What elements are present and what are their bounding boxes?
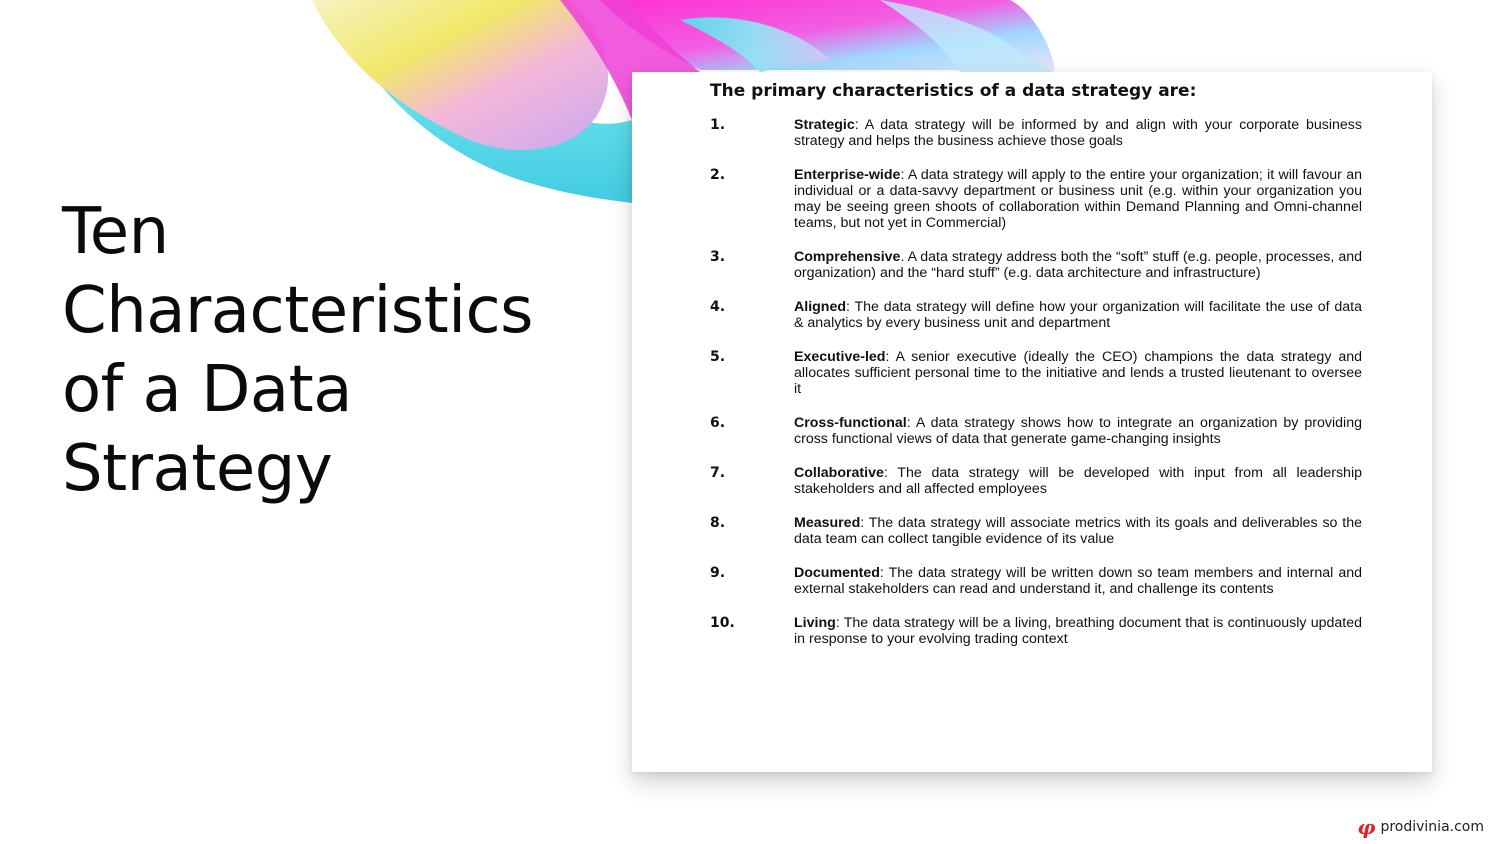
prodivinia-logo-icon: φ bbox=[1357, 815, 1376, 839]
item-text bbox=[794, 117, 1362, 149]
list-item bbox=[710, 117, 1362, 149]
item-text bbox=[794, 515, 1362, 547]
item-body: The data strategy will be a living, breathing document that is continuously updated in response to your evolving trading context bbox=[794, 615, 1362, 647]
item-text bbox=[794, 415, 1362, 447]
characteristics-list bbox=[710, 117, 1362, 665]
item-term: Executive-led bbox=[794, 349, 886, 365]
list-item bbox=[710, 415, 1362, 447]
item-separator: : bbox=[854, 117, 865, 133]
list-item bbox=[710, 515, 1362, 547]
item-body: The data strategy will be written down so team members and internal and external stakeholders can read and understand it, and challenge its contents bbox=[794, 565, 1362, 597]
item-number: 9. bbox=[710, 565, 726, 581]
item-term: Enterprise-wide bbox=[794, 167, 901, 183]
item-separator: : bbox=[900, 167, 908, 183]
item-text bbox=[794, 299, 1362, 331]
item-separator: : bbox=[885, 349, 896, 365]
item-separator: : bbox=[846, 299, 855, 315]
item-number: 6. bbox=[710, 415, 726, 431]
slide-title: Ten Characteristics of a Data Strategy bbox=[62, 195, 533, 506]
footer-brand bbox=[1357, 815, 1484, 839]
item-body: The data strategy will define how your organization will facilitate the use of data & analytics by every business unit and department bbox=[794, 299, 1362, 331]
item-body: The data strategy will associate metrics with its goals and deliverables so the data team can collect tangible evidence of its value bbox=[794, 515, 1362, 547]
item-separator: : bbox=[906, 415, 916, 431]
list-item bbox=[710, 615, 1362, 647]
list-item bbox=[710, 565, 1362, 597]
footer-site[interactable]: prodivinia.com bbox=[1380, 819, 1484, 835]
item-text bbox=[794, 465, 1362, 497]
list-item bbox=[710, 249, 1362, 281]
item-separator: . bbox=[900, 249, 908, 265]
item-term: Cross-functional bbox=[794, 415, 907, 431]
item-number: 7. bbox=[710, 465, 726, 481]
item-number: 4. bbox=[710, 299, 726, 315]
item-number: 8. bbox=[710, 515, 726, 531]
item-separator: : bbox=[883, 465, 898, 481]
item-number: 3. bbox=[710, 249, 726, 265]
item-term: Living bbox=[794, 615, 836, 631]
item-text bbox=[794, 249, 1362, 281]
list-item bbox=[710, 349, 1362, 397]
item-term: Collaborative bbox=[794, 465, 884, 481]
item-separator: : bbox=[835, 615, 844, 631]
item-number: 1. bbox=[710, 117, 726, 133]
item-body: A data strategy will be informed by and align with your corporate business strategy and helps the business achieve those goals bbox=[794, 117, 1362, 149]
item-number: 2. bbox=[710, 167, 726, 183]
item-term: Strategic bbox=[794, 117, 855, 133]
item-body: A data strategy shows how to integrate an organization by providing cross functional views of data that generate game-changing insights bbox=[794, 415, 1362, 447]
item-text bbox=[794, 615, 1362, 647]
item-separator: : bbox=[860, 515, 869, 531]
item-body: A data strategy address both the “soft” stuff (e.g. people, processes, and organization) and the “hard stuff” (e.g. data architecture and infrastructure) bbox=[794, 249, 1362, 281]
card-heading: The primary characteristics of a data strategy are: bbox=[710, 81, 1197, 101]
characteristics-card bbox=[632, 72, 1432, 772]
item-number: 5. bbox=[710, 349, 726, 365]
item-body: A senior executive (ideally the CEO) champions the data strategy and allocates sufficient personal time to the initiative and lends a trusted lieutenant to oversee it bbox=[794, 349, 1362, 397]
item-term: Documented bbox=[794, 565, 880, 581]
item-text bbox=[794, 167, 1362, 231]
list-item bbox=[710, 465, 1362, 497]
list-item bbox=[710, 299, 1362, 331]
item-text bbox=[794, 349, 1362, 397]
item-body: A data strategy will apply to the entire your organization; it will favour an individual or a data-savvy department or business unit (e.g. within your organization you may be seeing green shoots of collaboration within Demand Planning and Omni-channel teams, but not yet in Commercial) bbox=[794, 167, 1362, 231]
item-separator: : bbox=[879, 565, 889, 581]
item-term: Comprehensive bbox=[794, 249, 901, 265]
list-item bbox=[710, 167, 1362, 231]
item-text bbox=[794, 565, 1362, 597]
item-body: The data strategy will be developed with input from all leadership stakeholders and all affected employees bbox=[794, 465, 1362, 497]
item-term: Measured bbox=[794, 515, 861, 531]
item-number: 10. bbox=[710, 615, 735, 631]
item-term: Aligned bbox=[794, 299, 847, 315]
